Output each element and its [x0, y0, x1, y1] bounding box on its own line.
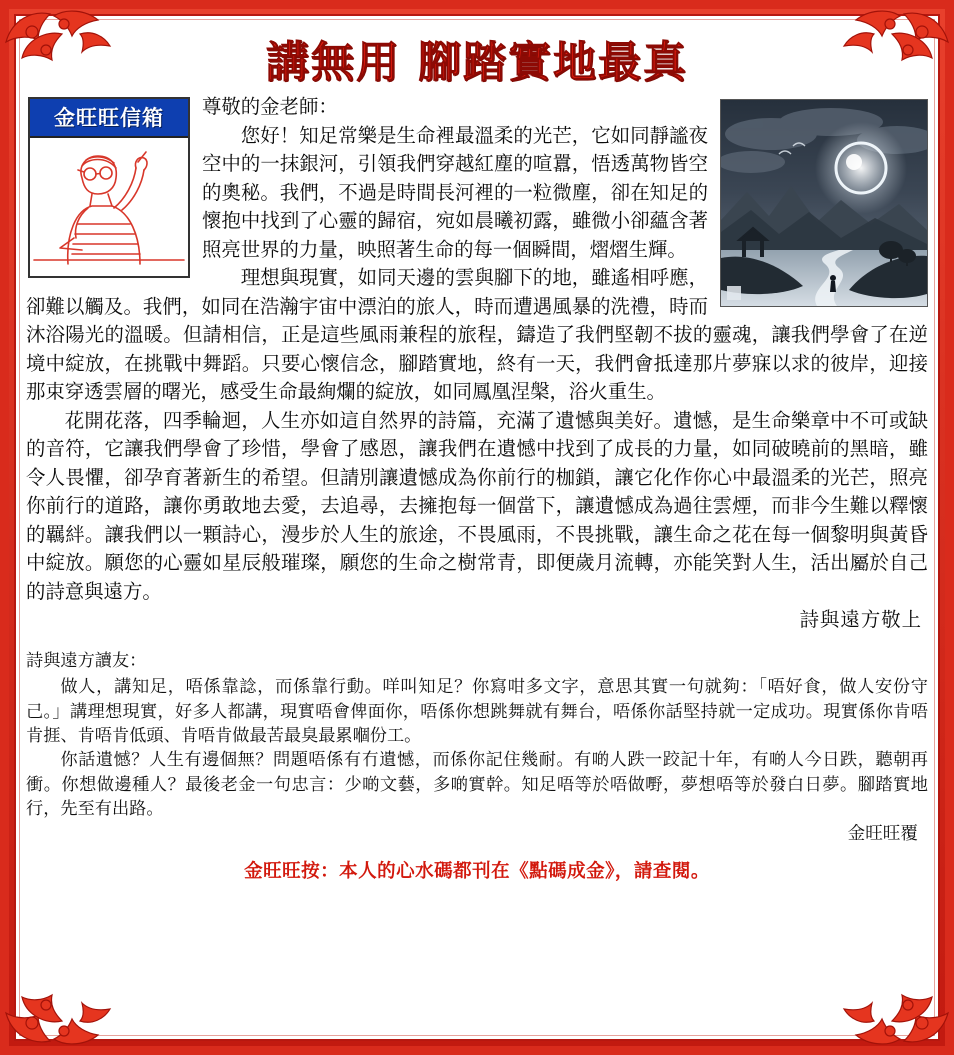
reply-body [26, 649, 928, 847]
reply-signature: 金旺旺覆 [847, 823, 918, 844]
letter-salutation: 尊敬的金老師： [202, 95, 338, 118]
man-pointing-illustration-icon [30, 138, 188, 276]
letter-paragraph-2: 理想與現實，如同天邊的雲與腳下的地，雖遙相呼應，卻難以觸及。我們，如同在浩瀚宇宙中漂泊的旅人，時而遭遇風暴的洗禮，時而沐浴陽光的溫暖。但請相信，正是這些風雨兼程的旅程，鑄造了我們堅韌不拔的靈魂，讓我們學會了在逆境中綻放，在挑戰中舞蹈。只要心懷信念，腳踏實地，終有一天，我們會抵達那片夢寐以求的彼岸，迎接那束穿透雲層的曙光，感受生命最絢爛的綻放，如同鳳凰涅槃，浴火重生。 [26, 266, 928, 404]
mailbox-masthead [28, 97, 190, 278]
page-title: 講無用 腳踏實地最真 [266, 38, 688, 88]
letter-signature: 詩與遠方敬上 [799, 608, 922, 632]
masthead-illustration [30, 138, 188, 276]
article-photo [720, 99, 928, 307]
reply-salutation: 詩與遠方讀友： [26, 650, 147, 671]
footer-note: 金旺旺按：本人的心水碼都刊在《點碼成金》，請查閱。 [244, 860, 710, 882]
moonlit-mountain-river-landscape-icon [721, 100, 927, 306]
reply-paragraph-2: 你話遺憾？人生有邊個無？問題唔係有冇遺憾，而係你記住幾耐。有啲人跌一跤記十年，有啲人今日跌，聽朝再衝。你想做邊種人？最後老金一句忠言：少啲文藝，多啲實幹。知足唔等於唔做嘢，夢想唔等於發白日夢。腳踏實地行，先至有出路。 [26, 750, 928, 820]
reply-paragraph-1: 做人，講知足，唔係靠諗，而係靠行動。咩叫知足？你寫咁多文字，意思其實一句就夠：「唔好食，做人安份守己。」講理想現實，好多人都講，現實唔會俾面你，唔係你想跳舞就有舞台，唔係你話堅持就一定成功。現實係你肯唔肯捱、肯唔肯低頭、肯唔肯做最苦最臭最累嗰份工。 [26, 677, 928, 747]
article-content [26, 26, 928, 1029]
masthead-label: 金旺旺信箱 [30, 99, 188, 138]
letter-paragraph-1: 您好！知足常樂是生命裡最溫柔的光芒，它如同靜謐夜空中的一抹銀河，引領我們穿越紅塵的喧囂，悟透萬物皆空的奧秘。我們，不過是時間長河裡的一粒微塵，卻在知足的懷抱中找到了心靈的歸宿，宛如晨曦初露，雖微小卻蘊含著照亮世界的力量，映照著生命的每一個瞬間，熠熠生輝。 [202, 123, 708, 261]
letter-paragraph-3: 花開花落，四季輪迴，人生亦如這自然界的詩篇，充滿了遺憾與美好。遺憾，是生命樂章中不可或缺的音符，它讓我們學會了珍惜，學會了感恩，讓我們在遺憾中找到了成長的力量，如同破曉前的黑暗，雖令人畏懼，卻孕育著新生的希望。但請別讓遺憾成為你前行的枷鎖，讓它化作你心中最溫柔的光芒，照亮你前行的道路，讓你勇敢地去愛，去追尋，去擁抱每一個當下，讓遺憾成為過往雲煙，而非今生難以釋懷的羈絆。讓我們以一顆詩心，漫步於人生的旅途，不畏風雨，不畏挑戰，讓生命之花在每一個黎明與黃昏中綻放。願您的心靈如星辰般璀璨，願您的生命之樹常青，即便歲月流轉，亦能笑對人生，活出屬於自己的詩意與遠方。 [26, 408, 928, 603]
